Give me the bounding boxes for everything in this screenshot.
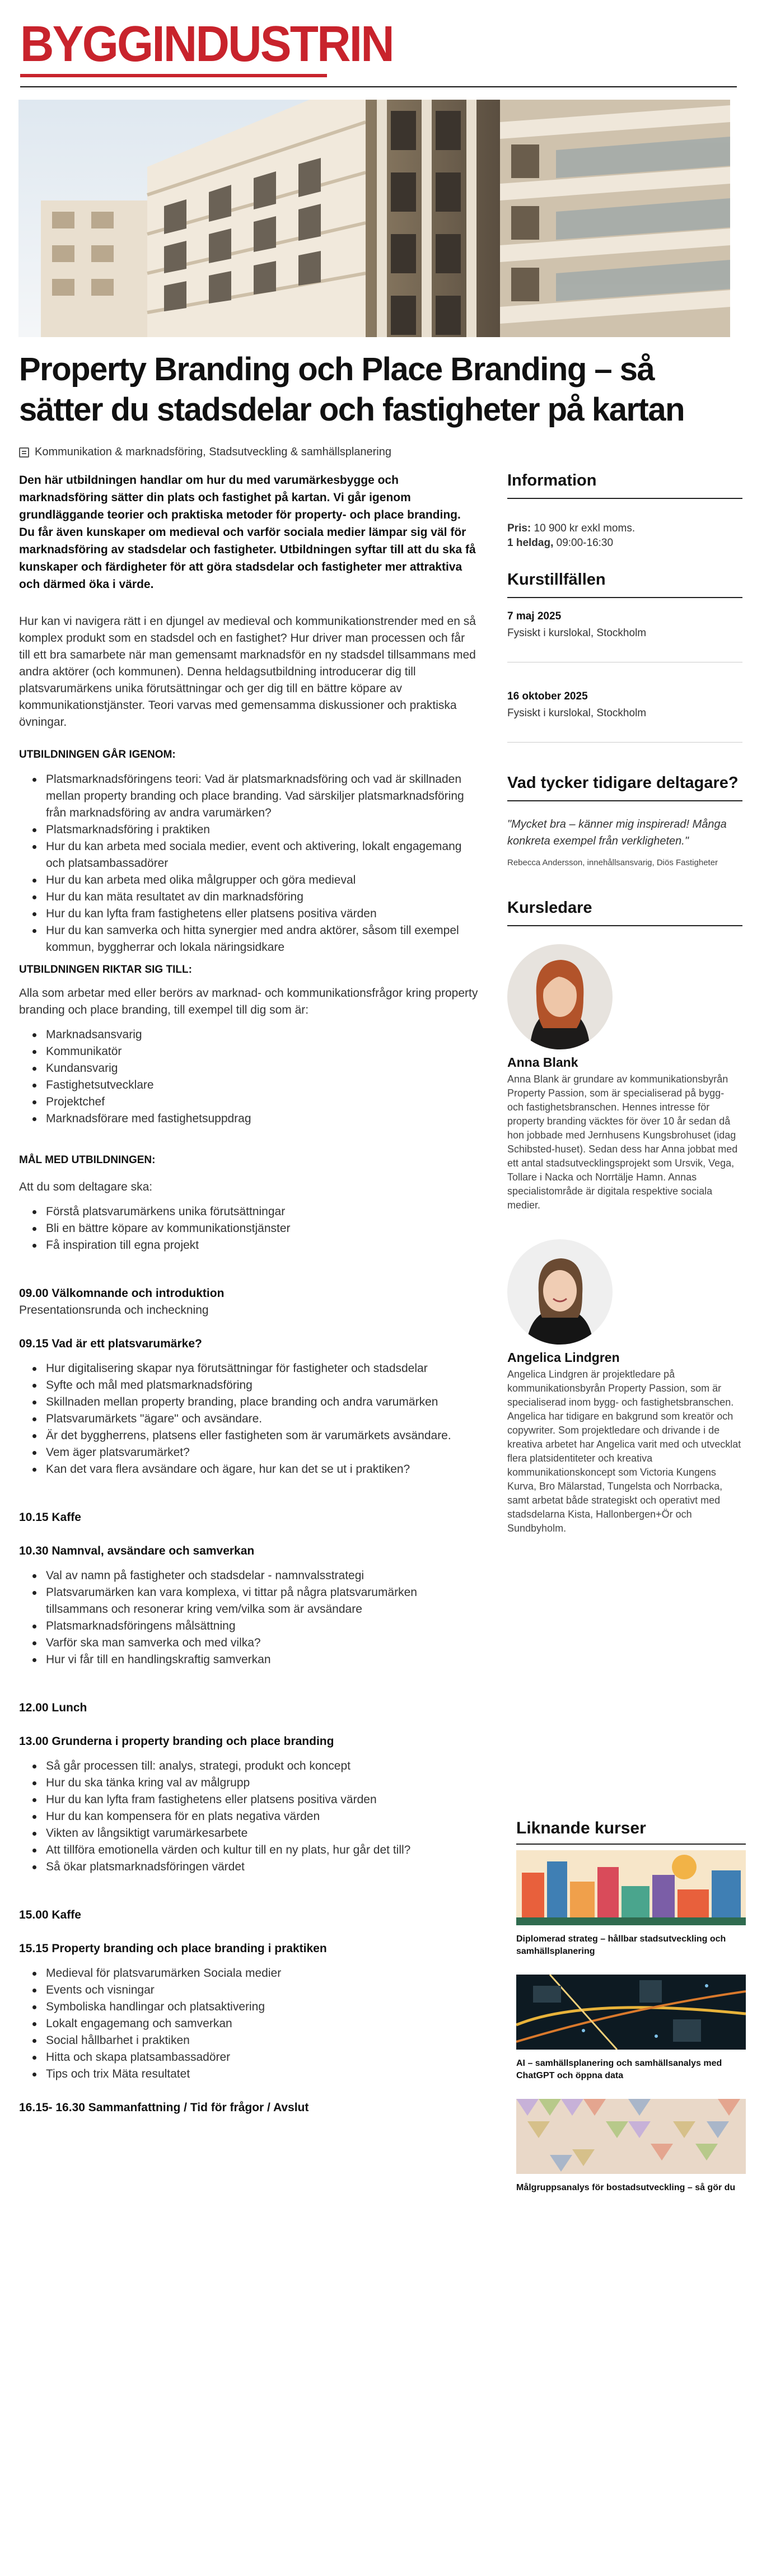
- list-item: Skillnaden mellan property branding, place branding och andra varumärken: [19, 1394, 478, 1411]
- list-item: Så ökar platsmarknadsföringen värdet: [19, 1859, 478, 1875]
- info-heading: Information: [507, 472, 742, 499]
- schedule-item-1500: 15.00 Kaffe: [19, 1908, 81, 1921]
- list-item: Hitta och skapa platsambassadörer: [19, 2049, 478, 2066]
- course-image[interactable]: [516, 2099, 746, 2174]
- hero-image: [18, 100, 730, 337]
- list-item: Platsmarknadsföring i praktiken: [19, 822, 478, 838]
- schedule-list-1030: [19, 1567, 478, 1668]
- duration-row: [507, 536, 742, 550]
- section-heading-audience: UTBILDNINGEN RIKTAR SIG TILL:: [19, 964, 192, 976]
- list-item: Social hållbarhet i praktiken: [19, 2032, 478, 2049]
- list-item: Hur vi får till en handlingskraftig samverkan: [19, 1651, 478, 1668]
- list-item: Marknadsförare med fastighetsuppdrag: [19, 1110, 478, 1127]
- price-value: 10 900 kr exkl moms.: [534, 522, 635, 534]
- schedule-list-1515: [19, 1965, 478, 2083]
- audience-list: [19, 1026, 478, 1127]
- category-line[interactable]: [19, 446, 391, 459]
- list-item: Hur digitalisering skapar nya förutsättningar för fastigheter och stadsdelar: [19, 1360, 478, 1377]
- audience-intro: Alla som arbetar med eller berörs av marknad- och kommunikationsfrågor kring property branding och place branding, till exempel till dig som är:: [19, 987, 478, 1016]
- list-item: Tips och trix Mäta resultatet: [19, 2066, 478, 2083]
- goals-intro: Att du som deltagare ska:: [19, 1180, 153, 1193]
- list-item: Hur du kan lyfta fram fastighetens eller platsens positiva värden: [19, 1791, 478, 1808]
- folder-icon: [19, 447, 29, 458]
- list-item: Hur du kan mäta resultatet av din marknadsföring: [19, 889, 478, 906]
- page-title: Property Branding och Place Branding – så sätter du stadsdelar och fastigheter på kartan: [19, 351, 685, 428]
- avatar-angelica-lindgren: [507, 1239, 613, 1345]
- session-date[interactable]: 16 oktober 2025: [507, 690, 588, 702]
- schedule-item-1515: 15.15 Property branding och place branding i praktiken: [19, 1942, 327, 1955]
- similar-course-title[interactable]: AI – samhällsplanering och samhällsanalys med ChatGPT och öppna data: [516, 2059, 722, 2080]
- sessions-heading: Kurstillfällen: [507, 571, 742, 598]
- section-heading-content: UTBILDNINGEN GÅR IGENOM:: [19, 749, 176, 760]
- similar-courses: [516, 1819, 746, 2194]
- feedback-heading: Vad tycker tidigare deltagare?: [507, 774, 742, 801]
- info-block: [507, 521, 742, 550]
- list-item: Är det byggherrens, platsens eller fastigheten som är varumärkets avsändare.: [19, 1427, 478, 1444]
- list-item: Hur du ska tänka kring val av målgrupp: [19, 1775, 478, 1791]
- schedule-sub-0900: Presentationsrunda och incheckning: [19, 1304, 209, 1317]
- list-item: Projektchef: [19, 1094, 478, 1110]
- list-item: Platsmarknadsföringens teori: Vad är platsmarknadsföring och vad är skillnaden mellan property branding och place branding. Vad särskiljer platsmarknadsföring från marknadsföring av andra varumärken?: [19, 771, 478, 822]
- course-image[interactable]: [516, 1850, 746, 1925]
- site-logo[interactable]: BYGGINDUSTRIN: [20, 16, 393, 72]
- list-item: Medieval för platsvarumärken Sociala medier: [19, 1965, 478, 1982]
- list-item: Platsmarknadsföringens målsättning: [19, 1618, 478, 1635]
- list-item: Vikten av långsiktigt varumärkesarbete: [19, 1825, 478, 1842]
- schedule-item-0900: 09.00 Välkomnande och introduktion: [19, 1287, 225, 1300]
- list-item: Platsvarumärkets "ägare" och avsändare.: [19, 1411, 478, 1427]
- avatar-anna-blank: [507, 944, 613, 1049]
- building-illustration: [18, 100, 730, 337]
- list-item: Varför ska man samverka och med vilka?: [19, 1635, 478, 1651]
- similar-course-title[interactable]: Målgruppsanalys för bostadsutveckling – så gör du: [516, 2183, 736, 2192]
- section-heading-goals: MÅL MED UTBILDNINGEN:: [19, 1154, 156, 1166]
- schedule-item-1300: 13.00 Grunderna i property branding och place branding: [19, 1735, 334, 1748]
- list-item: Hur du kan arbeta med olika målgrupper och göra medieval: [19, 872, 478, 889]
- body-paragraph: Hur kan vi navigera rätt i en djungel av medieval och kommunikationstrender med en så komplex produkt som en stadsdel och en fastighet? Hur driver man processen och får till ett bra samarbete när man gemensamt marknadsför en ny stadsdel tillsammans med andra aktörer (och kommunen). Denna heldagsutbildning introducerar dig till platsvarumärkens unika förutsättningar och ger dig till en bättre köpare av kommunikationstjänster. Teori varvas med gemensamma diskussioner och praktiska övningar.: [19, 615, 476, 729]
- list-item: Förstå platsvarumärkens unika förutsättningar: [19, 1203, 478, 1220]
- similar-course-title[interactable]: Diplomerad strateg – hållbar stadsutveckling och samhällsplanering: [516, 1934, 726, 1956]
- header-divider: [20, 86, 737, 87]
- category-text[interactable]: Kommunikation & marknadsföring, Stadsutveckling & samhällsplanering: [35, 446, 391, 458]
- list-item: Att tillföra emotionella värden och kultur till en ny plats, hur går det till?: [19, 1842, 478, 1859]
- list-item: Bli en bättre köpare av kommunikationstjänster: [19, 1220, 478, 1237]
- content-list: [19, 771, 478, 956]
- portrait-icon: [507, 944, 613, 1049]
- list-item: Fastighetsutvecklare: [19, 1077, 478, 1094]
- leader-bio: Angelica Lindgren är projektledare på kommunikationsbyrån Property Passion, som är specialiserad inom bygg- och fastighetsbranschen. Angelica har tidigare en bakgrund som kreatör och copywriter. Som projektledare och drivande i de kreativa arbetet har Angelica varit med och utvecklat flera platsidentiteter och kreativa kommunikationskoncept som Victoria Kungens Kurva, Bro Mälarstad, Tungelsta och Norrbacka, samt arbetat både strategiskt och operativt med stadsdelarna Kista, Hallonbergen+Ör och Sundbyholm.: [507, 1369, 741, 1534]
- similar-heading: Liknande kurser: [516, 1819, 746, 1845]
- city-illustration-icon: [516, 1850, 746, 1925]
- night-city-icon: [516, 1975, 746, 2050]
- list-item: Hur du kan samverka och hitta synergier med andra aktörer, såsom till exempel kommun, byggherrar och lokala näringsidkare: [19, 922, 478, 956]
- testimonial-quote: "Mycket bra – känner mig inspirerad! Många konkreta exempel från verkligheten.": [507, 818, 727, 847]
- leader-name: Angelica Lindgren: [507, 1350, 620, 1365]
- schedule-list-0915: [19, 1360, 478, 1478]
- session-date[interactable]: 7 maj 2025: [507, 610, 562, 622]
- portrait-icon: [507, 1239, 613, 1345]
- price-row: [507, 521, 742, 536]
- list-item: Kan det vara flera avsändare och ägare, hur kan det se ut i praktiken?: [19, 1461, 478, 1478]
- duration-label: 1 heldag,: [507, 537, 554, 549]
- schedule-item-1030: 10.30 Namnval, avsändare och samverkan: [19, 1544, 255, 1557]
- schedule-item-1615: 16.15- 16.30 Sammanfattning / Tid för frågor / Avslut: [19, 2101, 309, 2114]
- schedule-list-1300: [19, 1758, 478, 1875]
- list-item: Kommunikatör: [19, 1043, 478, 1060]
- list-item: Symboliska handlingar och platsaktivering: [19, 1999, 478, 2015]
- main-content: [19, 472, 478, 2116]
- list-item: Val av namn på fastigheter och stadsdelar - namnvalsstrategi: [19, 1567, 478, 1584]
- schedule-item-1015: 10.15 Kaffe: [19, 1511, 81, 1524]
- goals-list: [19, 1203, 478, 1254]
- duration-value: 09:00-16:30: [556, 537, 614, 549]
- course-image[interactable]: [516, 1975, 746, 2050]
- session-place: Fysiskt i kurslokal, Stockholm: [507, 627, 647, 639]
- leader-name: Anna Blank: [507, 1055, 578, 1070]
- pattern-tiles-icon: [516, 2099, 746, 2174]
- lead-paragraph: Den här utbildningen handlar om hur du med varumärkesbygge och marknadsföring sätter din plats och fastighet på kartan. Vi går igenom grundläggande teorier och praktiska metoder för property- och place branding. Du får även kunskaper om medieval och varför sociala medier lämpar sig väl för marknadsföring av stadsdelar och fastigheter. Utbildningen syftar till att du ska få kunskaper och färdigheter för att göra stadsdelar och fastigheter mer attraktiva och därmed öka i värde.: [19, 474, 476, 591]
- list-item: Vem äger platsvarumärket?: [19, 1444, 478, 1461]
- list-item: Hur du kan lyfta fram fastighetens eller platsens positiva värden: [19, 906, 478, 922]
- list-item: Marknadsansvarig: [19, 1026, 478, 1043]
- similar-course-card[interactable]: [516, 1850, 746, 1958]
- leaders-heading: Kursledare: [507, 899, 742, 926]
- similar-course-card[interactable]: [516, 2099, 746, 2194]
- list-item: Lokalt engagemang och samverkan: [19, 2015, 478, 2032]
- list-item: Hur du kan arbeta med sociala medier, event och aktivering, lokalt engagemang och platsambassadörer: [19, 838, 478, 872]
- session-item[interactable]: [507, 598, 742, 662]
- similar-course-card[interactable]: [516, 1975, 746, 2082]
- leader-bio: Anna Blank är grundare av kommunikationsbyrån Property Passion, som är specialiserad på bygg- och fastighetsbranschen. Hennes intresse för property branding väcktes för över 10 år sedan då hon jobbade med Jernhusens Kungsbrohuset (idag Schibsted-huset). Sedan dess har Anna jobbat med ett antal stadsutvecklingsprojekt som Ursvik, Vega, Tollare i Nacka och Norrtälje Hamn. Annas specialistområde är digitala respektive sociala medier.: [507, 1074, 738, 1211]
- list-item: Hur du kan kompensera för en plats negativa värden: [19, 1808, 478, 1825]
- price-label: Pris:: [507, 522, 531, 534]
- list-item: Syfte och mål med platsmarknadsföring: [19, 1377, 478, 1394]
- list-item: Kundansvarig: [19, 1060, 478, 1077]
- list-item: Events och visningar: [19, 1982, 478, 1999]
- list-item: Platsvarumärken kan vara komplexa, vi tittar på några platsvarumärken tillsammans och resonerar kring vem/vilka som är avsändare: [19, 1584, 478, 1618]
- session-place: Fysiskt i kurslokal, Stockholm: [507, 707, 647, 719]
- list-item: Få inspiration till egna projekt: [19, 1237, 478, 1254]
- testimonial-source: Rebecca Andersson, innehållsansvarig, Diös Fastigheter: [507, 858, 718, 867]
- sidebar: [507, 472, 742, 1536]
- schedule-item-0915: 09.15 Vad är ett platsvarumärke?: [19, 1337, 202, 1350]
- session-item[interactable]: [507, 662, 742, 743]
- list-item: Så går processen till: analys, strategi, produkt och koncept: [19, 1758, 478, 1775]
- logo-underline: [20, 74, 327, 77]
- schedule-item-1200: 12.00 Lunch: [19, 1701, 87, 1714]
